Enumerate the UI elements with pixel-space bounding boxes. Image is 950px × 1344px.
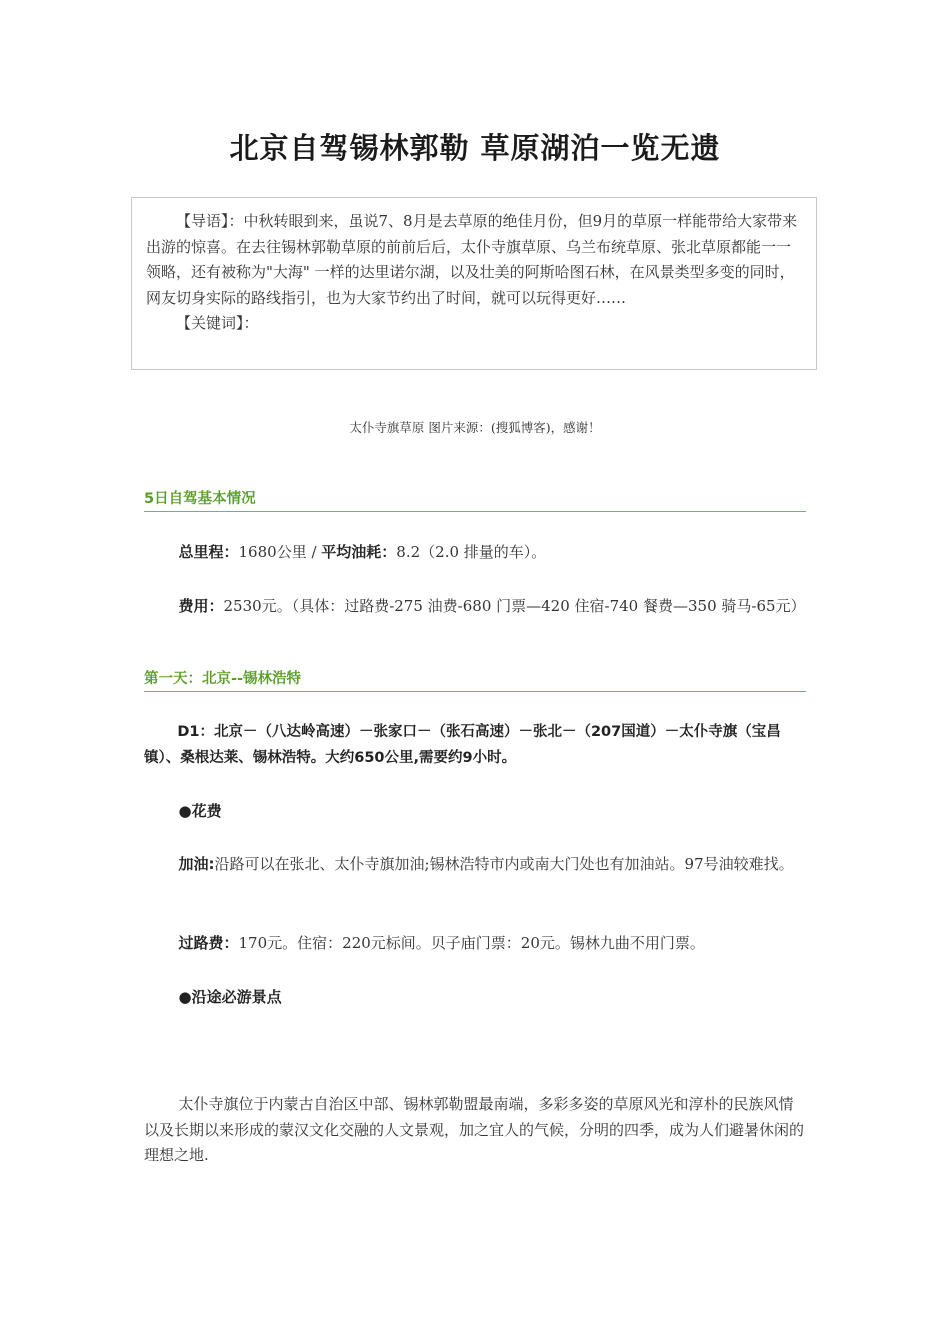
image-caption: 太仆寺旗草原 图片来源：(搜狐博客)，感谢！ bbox=[349, 420, 601, 435]
cost-paragraph bbox=[144, 594, 806, 620]
route-paragraph: D1：北京－（八达岭高速）－张家口－（张石高速）－张北－（207国道）－太仆寺旗（宝昌镇）、桑根达莱、锡林浩特。大约650公里,需要约9小时。 bbox=[144, 724, 781, 766]
mileage-label: 总里程： bbox=[178, 543, 239, 561]
fuel-consumption-label: 平均油耗： bbox=[321, 543, 397, 561]
intro-keywords: 【关键词】： bbox=[176, 314, 259, 332]
intro-box bbox=[131, 197, 817, 370]
sights-heading: ●沿途必游景点 bbox=[178, 988, 282, 1006]
toll-label: 过路费： bbox=[178, 934, 239, 952]
toll-text: 170元。住宿：220元标间。贝子庙门票：20元。锡林九曲不用门票。 bbox=[238, 934, 705, 952]
intro-lead: 【导语】：中秋转眼到来，虽说7、8月是去草原的绝佳月份，但9月的草原一样能带给大家带来出游的惊喜。在去往锡林郭勒草原的前前后后，太仆寺旗草原、乌兰布统草原、张北草原都能一一领略，还有被称为"大海" 一样的达里诺尔湖，以及壮美的阿斯哈图石林，在风景类型多变的同时，网友切身实际的路线指引，也为大家节约出了时间，就可以玩得更好…… bbox=[146, 212, 798, 307]
page-title: 北京自驾锡林郭勒 草原湖泊一览无遗 bbox=[229, 131, 721, 165]
fuel-label: 加油: bbox=[178, 855, 215, 873]
cost-label: 费用： bbox=[178, 597, 224, 615]
fuel-paragraph bbox=[144, 852, 806, 878]
toll-paragraph bbox=[144, 931, 806, 957]
fuel-consumption-value: 8.2（2.0 排量的车）。 bbox=[396, 543, 547, 561]
section-heading-day-one: 第一天：北京--锡林浩特 bbox=[144, 667, 806, 692]
fuel-text: 沿路可以在张北、太仆寺旗加油;锡林浩特市内或南大门处也有加油站。97号油较难找。 bbox=[214, 855, 794, 873]
cost-value: 2530元。（具体：过路费-275 油费-680 门票—420 住宿-740 餐费—350 骑马-65元） bbox=[223, 597, 806, 615]
section-heading-basic-info: 5日自驾基本情况 bbox=[144, 487, 806, 512]
expenses-heading: ●花费 bbox=[178, 802, 222, 820]
mileage-value: 1680公里 / bbox=[238, 543, 322, 561]
sights-paragraph: 太仆寺旗位于内蒙古自治区中部、锡林郭勒盟最南端，多彩多姿的草原风光和淳朴的民族风情以及长期以来形成的蒙汉文化交融的人文景观，加之宜人的气候，分明的四季，成为人们避暑休闲的理想之地. bbox=[144, 1095, 805, 1164]
mileage-paragraph bbox=[144, 540, 806, 566]
